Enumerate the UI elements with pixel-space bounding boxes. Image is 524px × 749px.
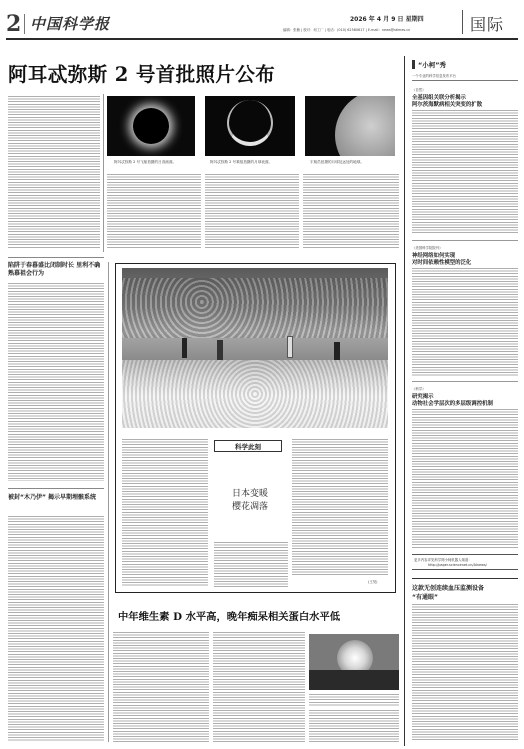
right-item-1-body xyxy=(412,110,518,234)
feature-title-line-1: 日本变暖 xyxy=(231,489,268,499)
date-line: 2026 年 4 月 9 日 星期四 xyxy=(350,16,424,23)
photo-caption-1: 阿耳忒弥斯 2 号飞船拍摄的日食画面。 xyxy=(114,160,177,164)
page-number: 2 xyxy=(6,11,22,37)
credits-line: 编辑：张楠 | 校对：何工厂 | 电话：(010) 62580617 | E-mail：news@stimes.cn xyxy=(283,28,411,32)
right-promo-line-1: 更多内容详见科学网小柯机器人频道： xyxy=(414,558,472,562)
feature-byline: (王昊) xyxy=(368,580,378,584)
right-item-3-title-2: 动物社会学层次的多层级调控机制 xyxy=(412,401,493,407)
feature-label: 科学此刻 xyxy=(235,443,261,451)
feature-body-col-2 xyxy=(214,542,288,588)
left-story-1-body xyxy=(8,283,104,481)
left-story-1-headline: 陷阱于春暮盛比闭制时长 里利不确熟慕祖会行为 xyxy=(8,262,101,277)
photo-caption-2: 阿耳忒弥斯 2 号乘组拍摄的月球表面。 xyxy=(210,160,273,164)
left-story-2-headline: 被封“木乃伊” 揭示早期埋骸系统 xyxy=(8,494,96,501)
right-brand: “小柯”秀 xyxy=(418,61,447,69)
feature-body-col-3 xyxy=(292,439,388,577)
right-item-3-body xyxy=(412,409,518,549)
photo-moon-surface xyxy=(305,96,395,156)
right-item-1-journal: 《自然》 xyxy=(412,88,426,92)
bottom-photo xyxy=(309,634,399,690)
masthead xyxy=(0,0,524,48)
lead-body-col-1 xyxy=(8,96,100,248)
right-last-headline-2: “有通眼” xyxy=(412,594,438,601)
photo-moon-crescent xyxy=(205,96,295,156)
right-item-1-title-1: 全基因组关联分析揭示 xyxy=(412,95,466,101)
right-item-1-title-2: 阿尔茨海默病相关突变的扩散 xyxy=(412,102,483,108)
right-item-2-journal: 《美国科学院院刊》 xyxy=(412,246,443,250)
right-item-2-title-1: 神经网络如何实现 xyxy=(412,253,456,259)
feature-title-line-2: 樱花凋落 xyxy=(231,502,268,512)
right-item-3-title-1: 研究揭示 xyxy=(412,394,434,400)
bottom-body-col-3 xyxy=(309,710,399,742)
lead-body-col-3 xyxy=(205,174,299,248)
lead-body-col-2 xyxy=(107,174,201,248)
right-item-3-journal: 《科学》 xyxy=(412,387,426,391)
photo-caption-3: 宇航员拍摄的月球及远处的地球。 xyxy=(310,160,364,164)
bottom-body-col-1 xyxy=(113,632,209,742)
right-brand-box xyxy=(412,58,518,72)
section-name: 国际 xyxy=(470,15,505,34)
feature-photo-caption xyxy=(122,430,388,434)
bottom-body-col-2 xyxy=(213,632,305,742)
right-promo-box xyxy=(412,554,518,570)
bottom-headline: 中年维生素 D 水平高，晚年痴呆相关蛋白水平低 xyxy=(118,611,341,623)
photo-solar-eclipse xyxy=(107,96,195,156)
right-item-2-body xyxy=(412,268,518,376)
feature-label-box xyxy=(214,440,282,452)
right-promo-line-2: http://paper.sciencenet.cn/AInews/ xyxy=(428,563,487,567)
right-last-headline-1: 这款无创连续血压监测设备 xyxy=(412,585,485,592)
paper-name: 中国科学报 xyxy=(30,15,111,33)
bottom-photo-caption xyxy=(309,694,399,706)
feature-body-col-1 xyxy=(122,439,208,587)
feature-photo-sakura xyxy=(122,268,388,428)
right-last-body xyxy=(412,604,518,742)
lead-body-col-4 xyxy=(303,174,399,248)
right-item-2-title-2: 对时间依赖性模型的泛化 xyxy=(412,260,472,266)
lead-headline: 阿耳忒弥斯 2 号首批照片公布 xyxy=(8,63,276,86)
feature-box xyxy=(115,263,396,593)
left-story-2-body xyxy=(8,516,104,742)
right-brand-sub: 一个专业的科学信息发布平台 xyxy=(412,74,457,78)
